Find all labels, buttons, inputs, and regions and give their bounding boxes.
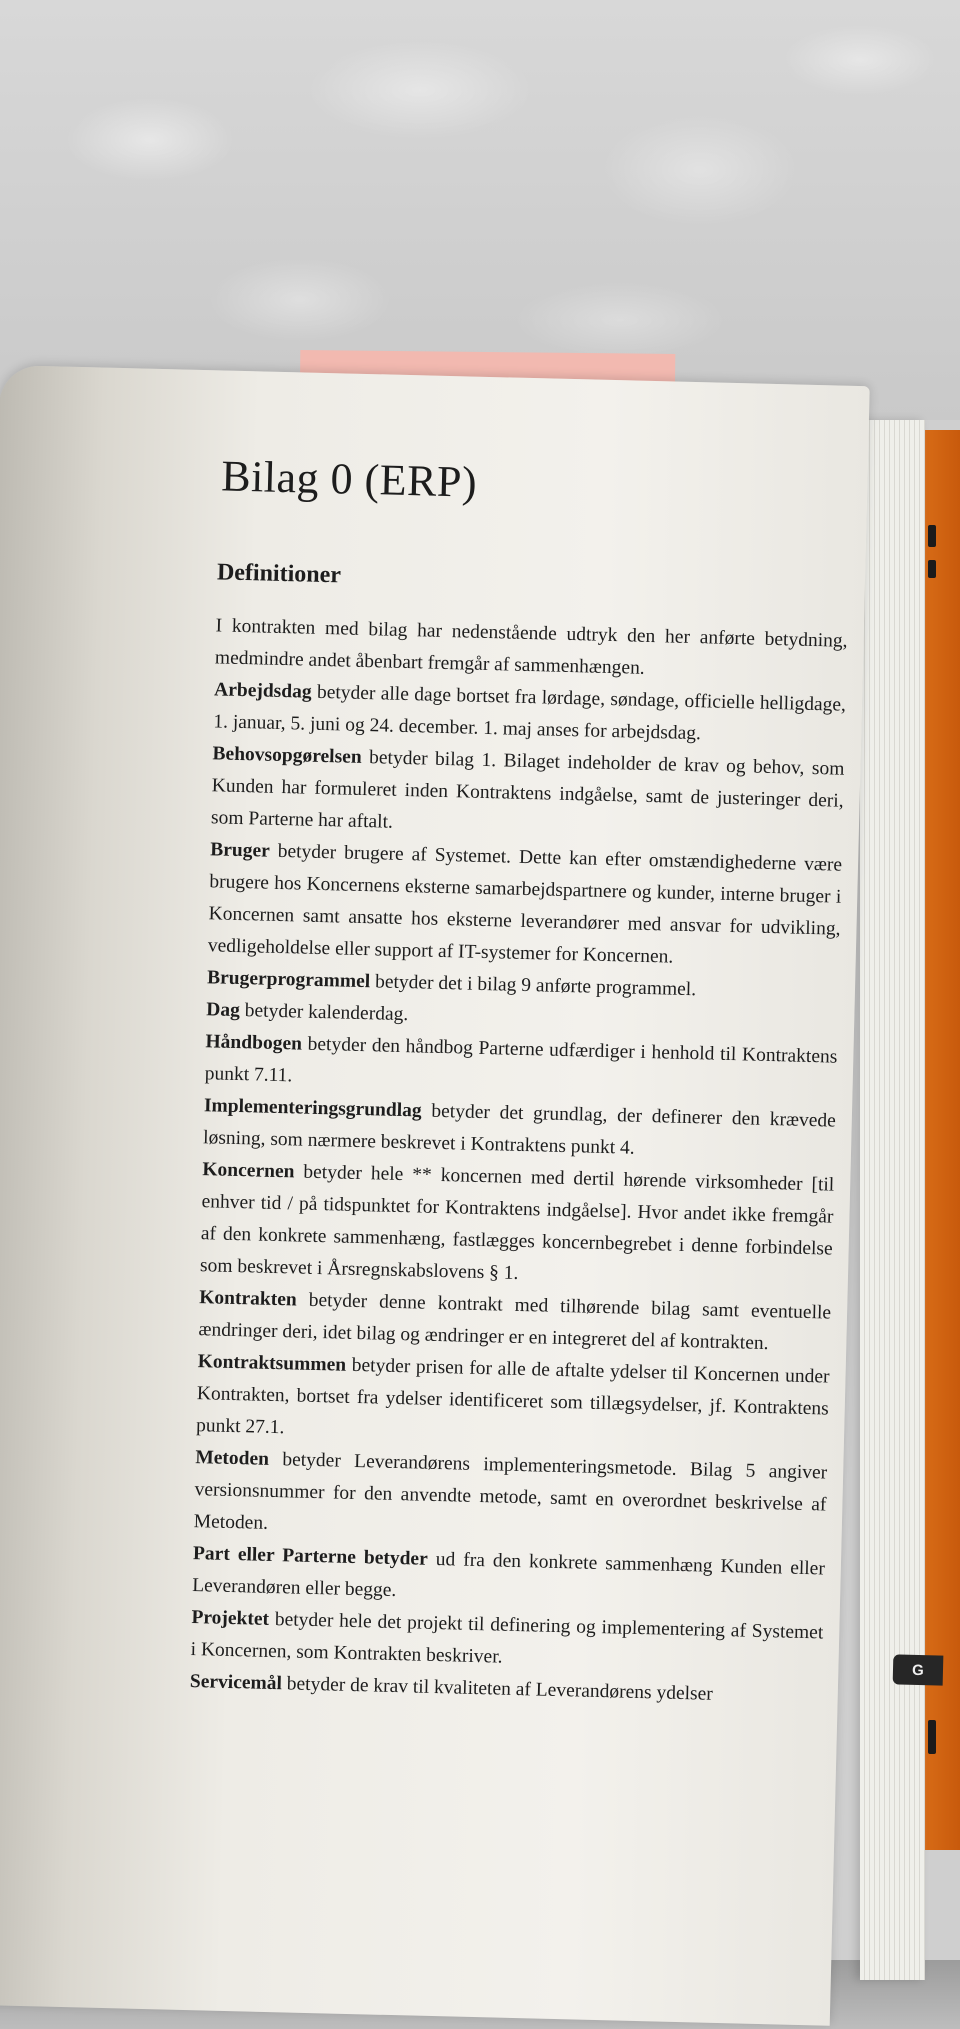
definition-text: betyder den håndbog Parterne udfærdiger i henhold til Kontraktens punkt 7.11. xyxy=(204,1033,838,1087)
definition-term: Kontraktsummen xyxy=(197,1351,347,1376)
definition-term: Bruger xyxy=(209,839,271,862)
definition-item xyxy=(200,1154,835,1297)
section-heading: Definitioner xyxy=(216,559,342,589)
definition-text: betyder Leverandørens implementeringsmetode. Bilag 5 angiver versionsnummer for den anvendte metode, samt en overordnet beskrivelse af Metoden. xyxy=(193,1448,828,1534)
definition-term: Brugerprogrammel xyxy=(206,967,371,993)
chapter-title: Bilag 0 (ERP) xyxy=(220,451,478,507)
definition-text: betyder denne kontrakt med tilhørende bilag samt eventuelle ændringer deri, idet bilag og ændringer er en integreret del af kontrakten. xyxy=(198,1289,832,1355)
definition-text: betyder kalenderdag. xyxy=(239,1000,409,1026)
definition-item xyxy=(196,1346,830,1457)
definition-item xyxy=(207,834,842,977)
definition-text: betyder hele ** koncernen med dertil hørende virksomheder [til enhver tid / på tidspunktet for Kontraktens indgåelse]. Hvor andet ikke fremgår af den konkrete sammenhæng, fastlægges koncernbegrebet i denne forbindelse som beskrevet i Årsregnskabslovens § 1. xyxy=(199,1161,835,1284)
definition-term: Arbejdsdag xyxy=(213,679,312,703)
definition-text: ud fra den konkrete sammenhæng Kunden eller Leverandøren eller begge. xyxy=(191,1548,826,1602)
definition-text: betyder hele det projekt til definering og implementering af Systemet i Koncernen, som Kontrakten beskriver. xyxy=(190,1608,824,1668)
definition-term: Behovsopgørelsen xyxy=(212,743,362,768)
page-tab-marker xyxy=(928,1720,936,1754)
definition-term: Håndbogen xyxy=(205,1031,303,1055)
definition-text: betyder bilag 1. Bilaget indeholder de krav og behov, som Kunden har formuleret inden Kontraktens indgåelse, samt de justeringer deri, som Parterne har aftalt. xyxy=(210,746,845,833)
definition-text: betyder brugere af Systemet. Dette kan efter omstændighederne være brugere hos Koncernens eksterne samarbejdspartnere og kunder, interne bruger i Koncernen samt ansatte hos eksterne leverandører med ansvar for udvikling, vedligeholdelse eller support af IT-systemer for Koncernen. xyxy=(207,840,843,968)
definition-term: Kontrakten xyxy=(199,1287,298,1311)
definition-item xyxy=(211,738,845,849)
definition-item xyxy=(193,1442,827,1553)
page-tab-marker xyxy=(928,525,936,547)
page-stack-edge xyxy=(860,420,925,1980)
definition-text: betyder de krav til kvaliteten af Leverandørens ydelser xyxy=(281,1673,714,1705)
definition-term: Servicemål xyxy=(189,1671,283,1695)
definition-text: betyder det i bilag 9 anførte programmel. xyxy=(369,971,697,1001)
page-tab-marker xyxy=(928,560,936,578)
definition-term: Metoden xyxy=(195,1447,270,1470)
definition-list xyxy=(189,674,846,1713)
definition-text: betyder alle dage bortset fra lørdage, søndage, officielle helligdage, 1. januar, 5. juni og 24. december. 1. maj anses for arbejdsdag. xyxy=(213,681,847,745)
definition-term: Projektet xyxy=(191,1607,270,1630)
section-tab-g[interactable]: G xyxy=(893,1654,944,1685)
definition-text: betyder det grundlag, der definerer den krævede løsning, som nærmere beskrevet i Kontraktens punkt 4. xyxy=(202,1100,837,1159)
definition-term: Part eller Parterne betyder xyxy=(192,1543,429,1570)
book-page xyxy=(0,365,870,2026)
intro-paragraph: I kontrakten med bilag har nedenstående udtryk den her anførte betydning, medmindre andet åbenbart fremgår af sammenhængen. xyxy=(214,615,848,679)
definition-term: Dag xyxy=(206,999,241,1022)
page-content xyxy=(189,450,851,1713)
definition-text: betyder prisen for alle de aftalte ydelser til Koncernen under Kontrakten, bortset fra ydelser identificeret som tillægsydelser, jf. Kontraktens punkt 27.1. xyxy=(195,1354,830,1439)
definition-term: Koncernen xyxy=(202,1159,295,1183)
definition-term: Implementeringsgrundlag xyxy=(203,1095,422,1122)
